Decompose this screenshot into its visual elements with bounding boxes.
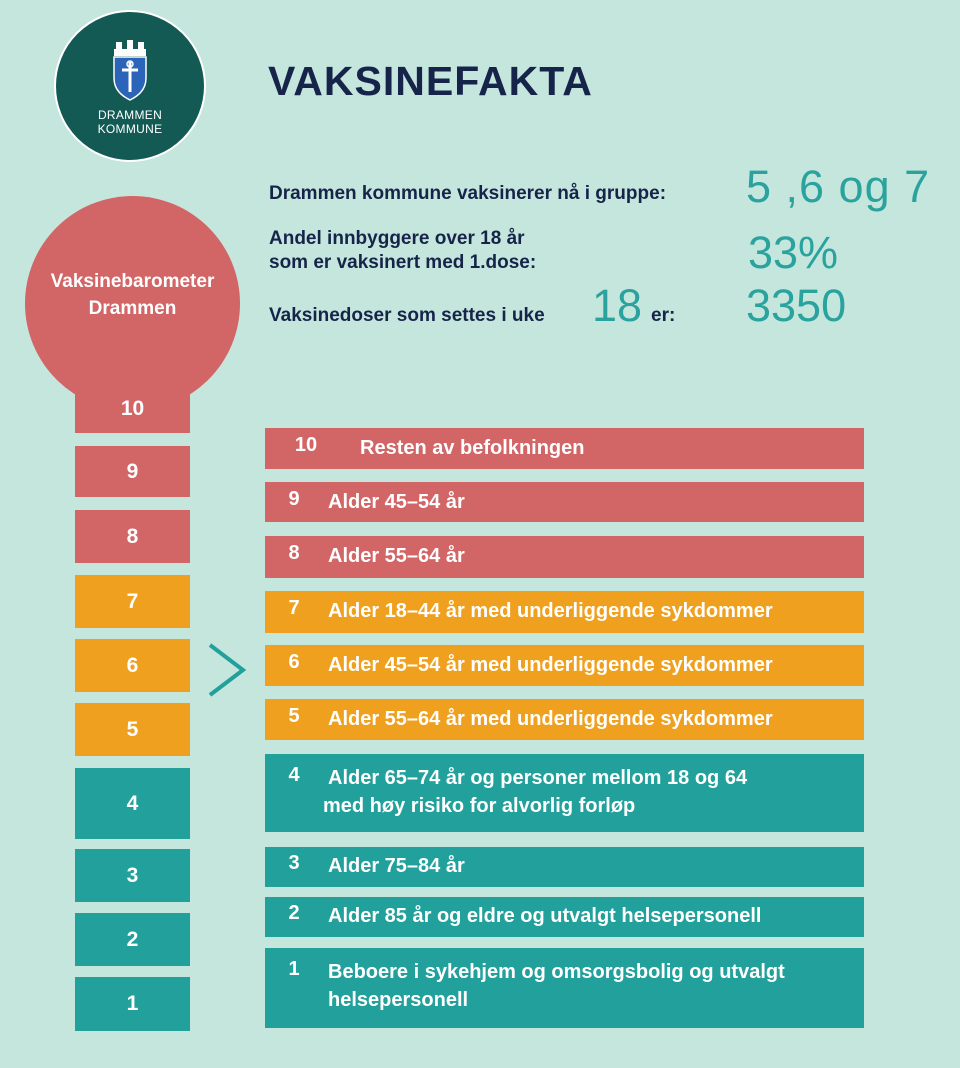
group-row-3 — [265, 847, 864, 887]
group-row-9 — [265, 482, 864, 522]
barometer-step-7: 7 — [75, 575, 190, 628]
group-text-line1: Beboere i sykehjem og omsorgsbolig og utvalgt — [328, 961, 785, 983]
group-text: Resten av befolkningen — [360, 437, 585, 459]
fact-group-label: Drammen kommune vaksinerer nå i gruppe: — [269, 183, 667, 204]
fact-doses-week: 18 — [592, 280, 643, 331]
group-row-10 — [265, 428, 864, 469]
group-row-6 — [265, 645, 864, 686]
barometer-step-1: 1 — [75, 977, 190, 1031]
group-text: Alder 55–64 år med underliggende sykdommer — [328, 708, 773, 730]
fact-group-value: 5 ,6 og 7 — [746, 161, 931, 212]
barometer-step-3: 3 — [75, 849, 190, 902]
barometer-title-line1: Vaksinebarometer — [50, 271, 215, 292]
group-text: Alder 75–84 år — [328, 855, 465, 877]
barometer-step-9: 9 — [75, 446, 190, 497]
group-text-line2: med høy risiko for alvorlig forløp — [323, 795, 636, 817]
page-title: VAKSINEFAKTA — [268, 58, 593, 104]
barometer-step-10: 10 — [75, 385, 190, 433]
barometer-step-6: 6 — [75, 639, 190, 692]
group-number: 7 — [288, 597, 300, 619]
fact-doses-label-suffix: er: — [651, 305, 676, 326]
group-row-8 — [265, 536, 864, 578]
group-number: 9 — [288, 488, 300, 510]
fact-share-label-2: som er vaksinert med 1.dose: — [269, 252, 537, 273]
group-number: 5 — [288, 705, 300, 727]
group-text: Alder 18–44 år med underliggende sykdommer — [328, 600, 773, 622]
group-text-line2: helsepersonell — [328, 989, 469, 1011]
fact-share-label-1: Andel innbyggere over 18 år — [269, 228, 525, 249]
group-row-1 — [265, 948, 864, 1028]
group-text-line1: Alder 65–74 år og personer mellom 18 og 64 — [328, 767, 748, 789]
group-number: 3 — [288, 852, 300, 874]
logo-text-line2: KOMMUNE — [97, 122, 163, 136]
chevron-right-icon — [205, 640, 250, 700]
group-number: 4 — [288, 764, 300, 786]
barometer-step-2: 2 — [75, 913, 190, 966]
group-text: Alder 45–54 år med underliggende sykdommer — [328, 654, 773, 676]
barometer-step-5: 5 — [75, 703, 190, 756]
group-row-7 — [265, 591, 864, 633]
fact-doses-value: 3350 — [746, 280, 847, 331]
group-number: 6 — [288, 651, 300, 673]
group-row-5 — [265, 699, 864, 740]
group-text: Alder 55–64 år — [328, 545, 465, 567]
fact-doses-label: Vaksinedoser som settes i uke — [269, 305, 545, 326]
barometer-step-8: 8 — [75, 510, 190, 563]
group-text: Alder 85 år og eldre og utvalgt helsepersonell — [328, 905, 762, 927]
barometer-title-line2: Drammen — [88, 298, 177, 319]
logo-text-line1: DRAMMEN — [97, 108, 163, 122]
group-number: 2 — [288, 902, 300, 924]
barometer-title — [25, 268, 240, 322]
group-number: 8 — [288, 542, 300, 564]
coat-of-arms-icon — [110, 40, 150, 102]
drammen-kommune-logo — [54, 10, 206, 162]
group-text: Alder 45–54 år — [328, 491, 465, 513]
group-row-4 — [265, 754, 864, 832]
group-number: 10 — [294, 434, 318, 456]
group-number: 1 — [288, 958, 300, 980]
barometer-step-4: 4 — [75, 768, 190, 839]
fact-share-value: 33% — [748, 227, 839, 278]
group-row-2 — [265, 897, 864, 937]
